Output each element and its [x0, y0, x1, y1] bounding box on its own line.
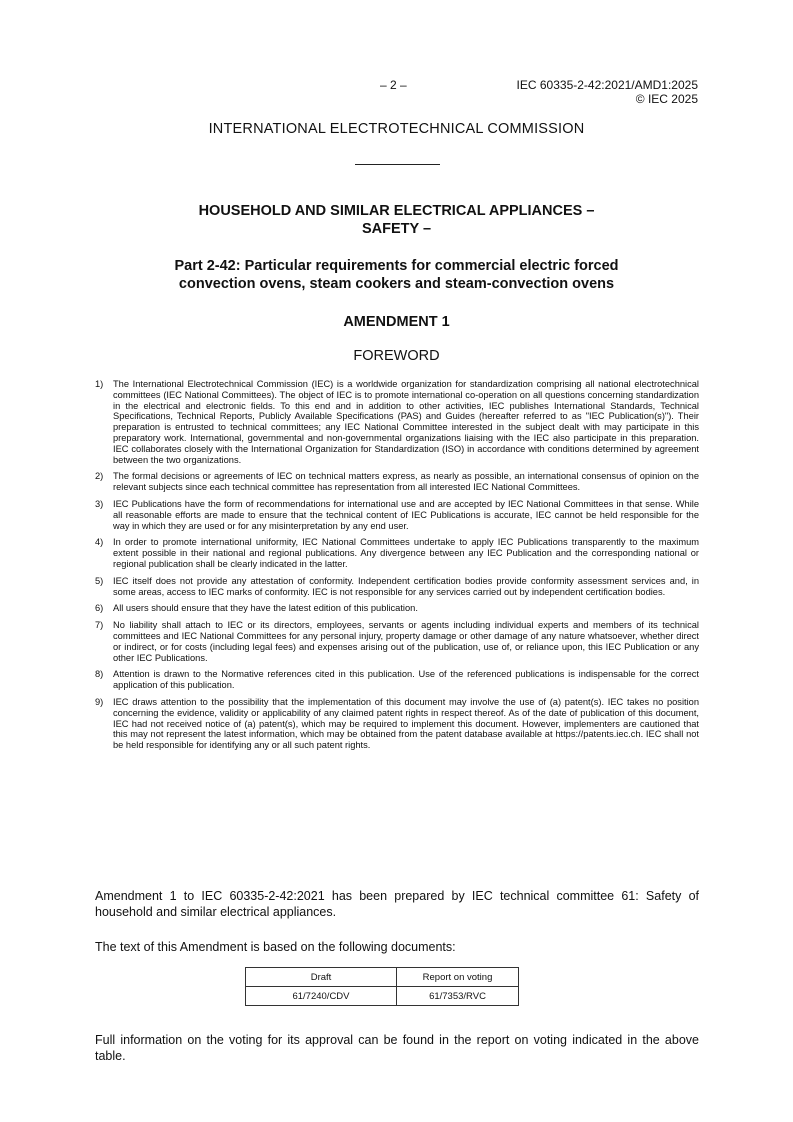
foreword-item-number: 4) — [95, 537, 104, 548]
based-on-paragraph: The text of this Amendment is based on the following documents: — [95, 940, 456, 954]
table-cell: 61/7240/CDV — [246, 987, 397, 1006]
foreword-item — [95, 669, 699, 691]
copyright-notice: © IEC 2025 — [635, 92, 698, 106]
foreword-item-text: Attention is drawn to the Normative references cited in this publication. Use of the referenced publications is indispensable for the correct application of this publication. — [113, 669, 699, 691]
document-title — [0, 202, 793, 238]
separator-rule — [355, 164, 440, 165]
table-header-cell: Draft — [246, 968, 397, 987]
document-ref-number: IEC 60335-2-42:2021/AMD1:2025 — [516, 78, 698, 92]
foreword-item-number: 2) — [95, 471, 104, 482]
voting-info-paragraph: Full information on the voting for its approval can be found in the report on voting indicated in the above table. — [95, 1033, 699, 1063]
part-title-line-2: convection ovens, steam cookers and steam-convection ovens — [178, 276, 615, 292]
foreword-item-text: In order to promote international uniformity, IEC National Committees undertake to apply IEC Publications transparently to the maximum extent possible in their national and regional publications. Any divergence between any IEC Publication and the corresponding national or regional publication shall be clearly indicated in the latter. — [113, 537, 699, 569]
foreword-item-number: 6) — [95, 603, 104, 614]
title-line-2: SAFETY – — [361, 221, 432, 237]
foreword-heading: FOREWORD — [353, 348, 440, 364]
foreword-item — [95, 471, 699, 493]
foreword-list — [95, 379, 699, 757]
table-header-row — [246, 968, 519, 987]
foreword-item-number: 1) — [95, 379, 104, 389]
foreword-item-text: IEC draws attention to the possibility that the implementation of this document may involve the use of (a) patent(s). IEC takes no position concerning the evidence, validity or applicability of any claimed patent rights in respect thereof. As of the date of publication of this document, IEC had not received notice of (a) patent(s), which may be required to implement this document. However, implementers are cautioned that this may not represent the latest information, which may be obtained from the patent database available at https://patents.iec.ch. IEC shall not be held responsible for identifying any or all such patent rights. — [113, 696, 699, 751]
foreword-item-text: The International Electrotechnical Commission (IEC) is a worldwide organization for standardization comprising all national electrotechnical committees (IEC National Committees). The object of IEC is to promote international co-operation on all questions concerning standardization in the electrical and electronic fields. To this end and in addition to other activities, IEC publishes International Standards, Technical Specifications, Technical Reports, Publicly Available Specifications (PAS) and Guides (hereafter referred to as "IEC Publication(s)"). Their preparation is entrusted to technical committees; any IEC National Committee interested in the subject dealt with may participate in this preparatory work. International, governmental and non-governmental organizations liaising with the IEC also participate in this preparation. IEC collaborates closely with the International Organization for Standardization (ISO) in accordance with conditions determined by agreement between the two organizations. — [113, 379, 699, 465]
foreword-item-number: 5) — [95, 575, 104, 586]
foreword-item — [95, 537, 699, 569]
foreword-item-number: 7) — [95, 620, 104, 631]
table-header-cell: Report on voting — [397, 968, 519, 987]
foreword-item-text: All users should ensure that they have the latest edition of this publication. — [113, 603, 418, 614]
table-row — [246, 987, 519, 1006]
page-number: – 2 – — [380, 78, 407, 92]
foreword-item-number: 3) — [95, 498, 104, 509]
foreword-item-text: No liability shall attach to IEC or its directors, employees, servants or agents including individual experts and members of its technical committees and IEC National Committees for any personal injury, property damage or other damage of any nature whatsoever, whether direct or indirect, or for costs (including legal fees) and expenses arising out of the publication, use of, or reliance upon, this IEC Publication or any other IEC Publications. — [113, 620, 699, 663]
foreword-item-text: IEC Publications have the form of recommendations for international use and are accepted by IEC National Committees in that sense. While all reasonable efforts are made to ensure that the technical content of IEC Publications is accurate, IEC cannot be held responsible for the way in which they are used or for any misinterpretation by any end user. — [113, 498, 699, 531]
foreword-item-text: The formal decisions or agreements of IEC on technical matters express, as nearly as possible, an international consensus of opinion on the relevant subjects since each technical committee has representation from all interested IEC National Committees. — [113, 471, 699, 493]
title-line-1: HOUSEHOLD AND SIMILAR ELECTRICAL APPLIANCES – — [198, 203, 595, 219]
documents-table — [245, 967, 519, 1006]
prepared-by-paragraph: Amendment 1 to IEC 60335-2-42:2021 has been prepared by IEC technical committee 61: Safety of household and similar electrical appliances. — [95, 889, 699, 919]
foreword-item — [95, 620, 699, 663]
table-cell: 61/7353/RVC — [397, 987, 519, 1006]
document-reference — [517, 78, 698, 106]
foreword-item-number: 8) — [95, 669, 104, 680]
foreword-item-text: IEC itself does not provide any attestation of conformity. Independent certification bodies provide conformity assessment services and, in some areas, access to IEC marks of conformity. IEC is not responsible for any services carried out by independent certification bodies. — [113, 575, 699, 597]
foreword-item — [95, 697, 699, 751]
foreword-item — [95, 603, 699, 614]
amendment-heading: AMENDMENT 1 — [343, 314, 450, 330]
foreword-item-number: 9) — [95, 696, 104, 707]
foreword-item — [95, 499, 699, 531]
part-title-line-1: Part 2-42: Particular requirements for commercial electric forced — [174, 258, 619, 274]
foreword-item — [95, 379, 699, 465]
foreword-item — [95, 576, 699, 598]
organization-name: INTERNATIONAL ELECTROTECHNICAL COMMISSION — [208, 121, 585, 137]
part-title — [0, 257, 793, 293]
